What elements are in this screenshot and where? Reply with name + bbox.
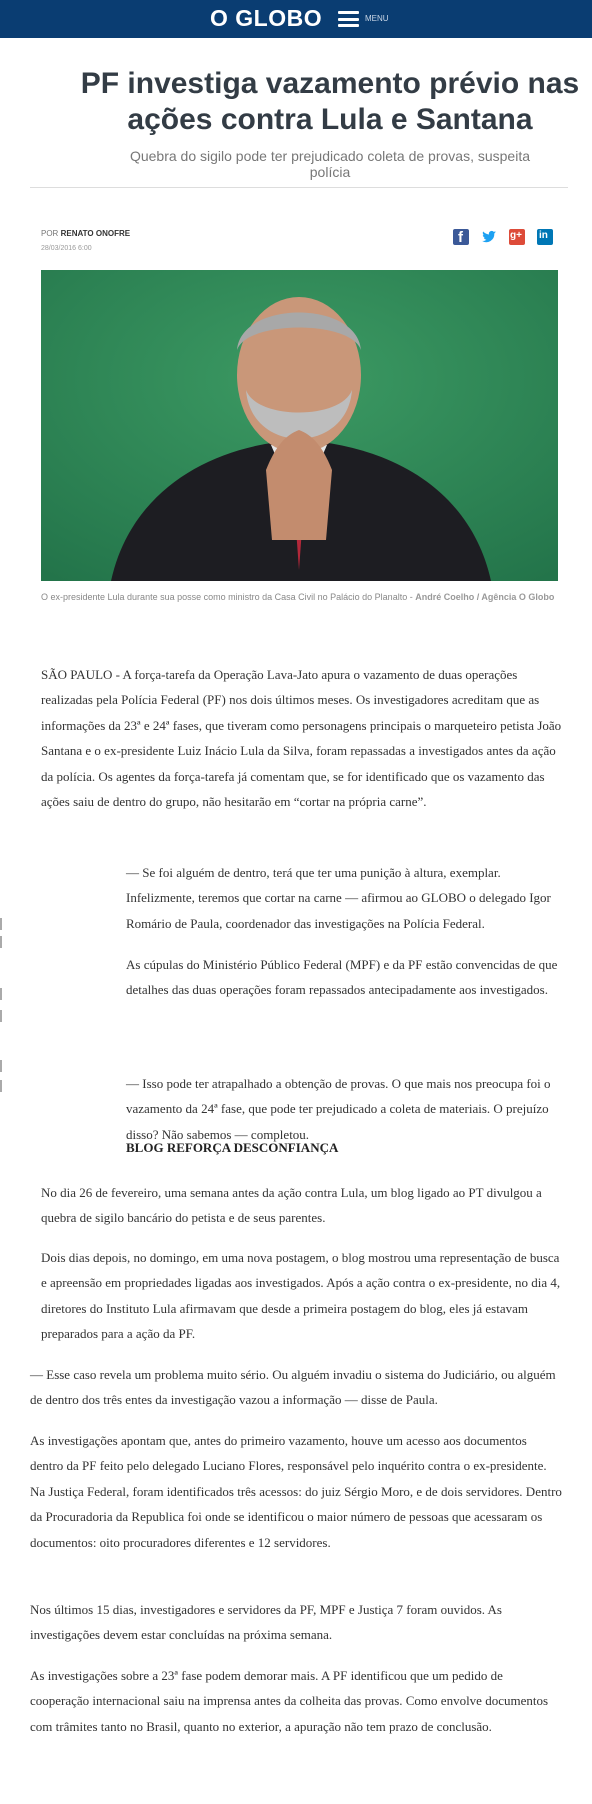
facebook-icon[interactable]: [453, 229, 469, 245]
body-paragraph: SÃO PAULO - A força-tarefa da Operação Lava-Jato apura o vazamento de duas operações realizadas pela Polícia Federal (PF) nos dois últimos meses. Os investigadores acreditam que as informações da 23ª e 24ª fases, que tiveram como personagens principais o marqueteiro petista João Santana e o ex-presidente Luiz Inácio Lula da Silva, foram repassadas a investigados antes da ação da polícia. Os agentes da força-tarefa já comentam que, se for identificado que os vazamento das ações saiu de dentro do grupo, não hesitarão em “cortar na própria carne”.: [41, 667, 562, 810]
google-plus-icon[interactable]: [509, 229, 525, 245]
header-divider: [30, 187, 568, 188]
site-logo[interactable]: O GLOBO: [210, 5, 323, 31]
byline: [41, 229, 130, 238]
photo-caption: [41, 590, 561, 604]
body-paragraph: No dia 26 de fevereiro, uma semana antes da ação contra Lula, um blog ligado ao PT divulgou a quebra de sigilo bancário do petista e de seus parentes.: [41, 1185, 542, 1226]
quote-paragraph: As cúpulas do Ministério Público Federal (MPF) e da PF estão convencidas de que detalhes das duas operações foram repassados antecipadamente aos investigados.: [126, 957, 558, 998]
body-paragraph: Dois dias depois, no domingo, em uma nova postagem, o blog mostrou uma representação de busca e apreensão em propriedades ligadas aos investigados. Após a ação contra o ex-presidente, no dia 4, diretores do Instituto Lula afirmavam que desde a primeira postagem do blog, eles já estavam preparados para a ação da PF.: [41, 1250, 561, 1342]
article-subheadline: Quebra do sigilo pode ter prejudicado coleta de provas, suspeita polícia: [129, 148, 531, 180]
article-headline: PF investiga vazamento prévio nas ações contra Lula e Santana: [80, 67, 580, 136]
photo-credit: André Coelho / Agência O Globo: [415, 592, 555, 602]
publish-date: 28/03/2016 6:00: [41, 245, 92, 252]
site-header: [0, 0, 592, 38]
quote-paragraph: — Isso pode ter atrapalhado a obtenção de provas. O que mais nos preocupa foi o vazamento da 24ª fase, que pode ter prejudicado a coleta de materiais. O prejuízo disso? Não sabemos — completou.: [126, 1076, 551, 1142]
linkedin-icon[interactable]: [537, 229, 553, 245]
body-paragraph: Nos últimos 15 dias, investigadores e servidores da PF, MPF e Justiça 7 foram ouvidos. As investigações devem estar concluídas na próxima semana.: [30, 1602, 502, 1643]
byline-prefix: POR: [41, 229, 59, 238]
caption-text: O ex-presidente Lula durante sua posse como ministro da Casa Civil no Palácio do Planalto -: [41, 592, 416, 602]
section-heading: BLOG REFORÇA DESCONFIANÇA: [126, 1140, 339, 1155]
body-paragraph: As investigações apontam que, antes do primeiro vazamento, houve um acesso aos documentos dentro da PF feito pelo delegado Luciano Flores, responsável pelo inquérito contra o ex-presidente. Na Justiça Federal, foram identificados três acessos: do juiz Sérgio Moro, e de dois servidores. Dentro da Procuradoria da Republica foi onde se identificou o maior número de pessoas que acessaram os documentos: oito procuradores diferentes e 12 servidores.: [30, 1433, 562, 1550]
body-paragraph: As investigações sobre a 23ª fase podem demorar mais. A PF identificou que um pedido de cooperação internacional saiu na imprensa antes da colheita das provas. Como envolve documentos com trâmites tanto no Brasil, quanto no exterior, a apuração não tem prazo de conclusão.: [30, 1668, 549, 1734]
quote-paragraph: — Se foi alguém de dentro, terá que ter uma punição à altura, exemplar. Infelizmente, teremos que cortar na carne — afirmou ao GLOBO o delegado Igor Romário de Paula, coordenador das investigações na Polícia Federal.: [126, 865, 551, 931]
article-photo: [41, 270, 558, 581]
hamburger-menu-icon[interactable]: [338, 11, 359, 27]
twitter-icon[interactable]: [481, 229, 497, 245]
menu-label[interactable]: MENU: [365, 14, 389, 23]
author-name[interactable]: RENATO ONOFRE: [60, 229, 131, 238]
body-paragraph: — Esse caso revela um problema muito sério. Ou alguém invadiu o sistema do Judiciário, ou alguém de dentro dos três entes da investigação vazou a informação — disse de Paula.: [30, 1367, 556, 1408]
